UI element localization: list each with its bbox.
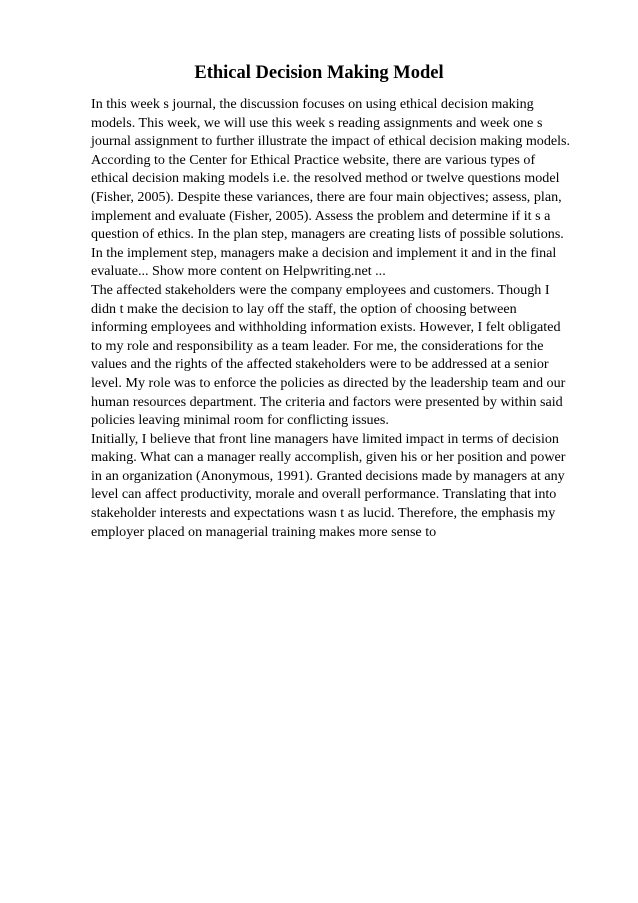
text-line: stakeholder interests and expectations wasn t as lucid. Therefore, the emphasis my bbox=[91, 505, 556, 522]
text-line: policies leaving minimal room for conflicting issues. bbox=[91, 412, 389, 429]
document-body bbox=[91, 95, 591, 541]
text-line: to my role and responsibility as a team leader. For me, the considerations for the bbox=[91, 337, 544, 354]
document-title: Ethical Decision Making Model bbox=[194, 63, 444, 83]
text-line: evaluate... Show more content on Helpwriting.net ... bbox=[91, 263, 386, 280]
text-line: In this week s journal, the discussion focuses on using ethical decision making bbox=[91, 96, 534, 112]
text-line: didn t make the decision to lay off the staff, the option of choosing between bbox=[91, 300, 517, 317]
text-line: According to the Center for Ethical Practice website, there are various types of bbox=[91, 151, 536, 168]
text-line: human resources department. The criteria and factors were presented by within said bbox=[91, 393, 563, 410]
text-line: In the implement step, managers make a decision and implement it and in the final bbox=[91, 244, 557, 261]
text-line: Initially, I believe that front line managers have limited impact in terms of decision bbox=[91, 430, 559, 447]
text-line: employer placed on managerial training makes more sense to bbox=[91, 523, 437, 540]
text-line: journal assignment to further illustrate the impact of ethical decision making models. bbox=[91, 133, 571, 150]
text-line: (Fisher, 2005). Despite these variances, there are four main objectives; assess, plan, bbox=[91, 188, 562, 205]
text-line: level. My role was to enforce the policies as directed by the leadership team and our bbox=[91, 374, 566, 391]
text-line: values and the rights of the affected stakeholders were to be addressed at a senior bbox=[91, 356, 549, 373]
text-line: models. This week, we will use this week s reading assignments and week one s bbox=[91, 114, 543, 131]
text-line: implement and evaluate (Fisher, 2005). Assess the problem and determine if it s a bbox=[91, 207, 551, 224]
text-line: making. What can a manager really accomplish, given his or her position and power bbox=[91, 449, 566, 466]
text-line: level can affect productivity, morale and overall performance. Translating that into bbox=[91, 486, 557, 503]
text-line: in an organization (Anonymous, 1991). Granted decisions made by managers at any bbox=[91, 467, 565, 484]
text-line: The affected stakeholders were the company employees and customers. Though I bbox=[91, 281, 550, 298]
text-line: question of ethics. In the plan step, managers are creating lists of possible solutions. bbox=[91, 226, 564, 243]
text-line: informing employees and withholding information exists. However, I felt obligated bbox=[91, 319, 561, 336]
text-line: ethical decision making models i.e. the resolved method or twelve questions model bbox=[91, 170, 560, 187]
